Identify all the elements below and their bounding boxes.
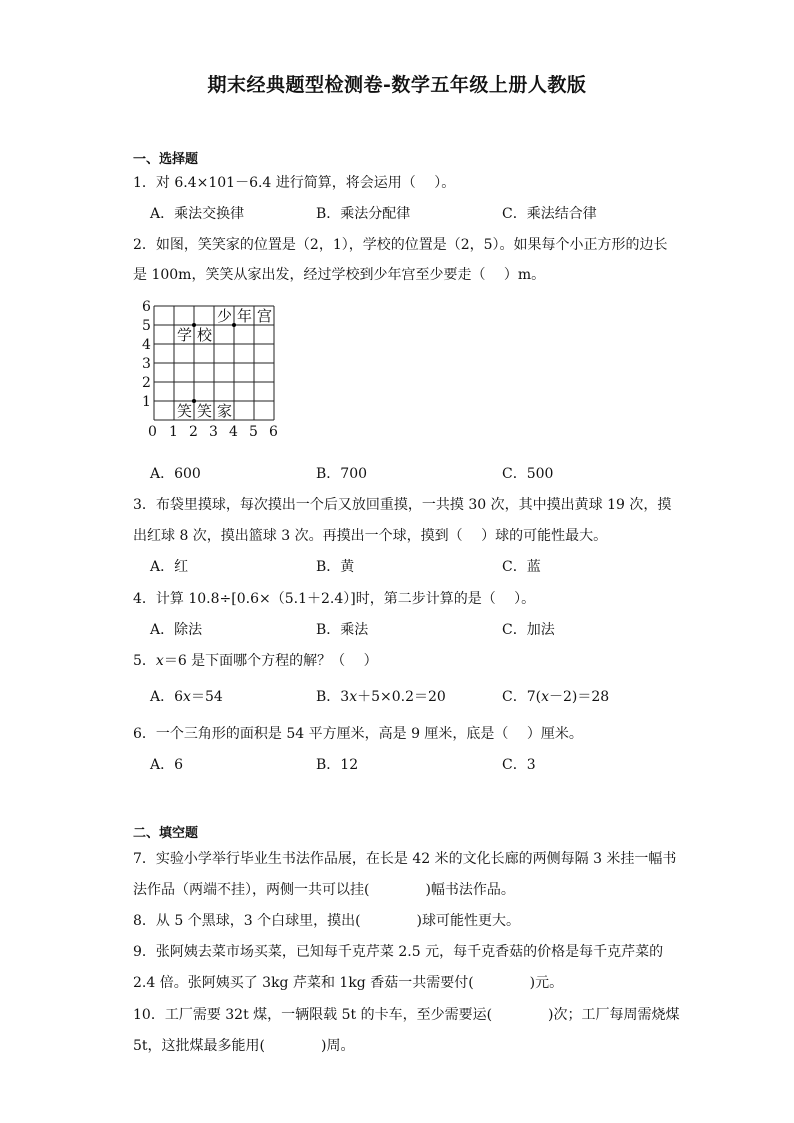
question-7-line-2: 法作品（两端不挂），两侧一共可以挂( )幅书法作品。 (133, 882, 515, 898)
q5-option-c-rest: －2)＝28 (549, 689, 610, 705)
question-3-line-2: 出红球 8 次，摸出篮球 3 次。再摸出一个球，摸到（ ）球的可能性最大。 (133, 528, 608, 544)
q1-option-a: A．乘法交换律 (150, 206, 245, 222)
q1-option-c: C．乘法结合律 (502, 206, 597, 222)
q6-option-a: A．6 (150, 757, 184, 773)
q6-option-b: B．12 (316, 757, 359, 773)
q5-option-a-rest: ＝54 (190, 689, 223, 705)
x-tick-1: 1 (169, 424, 178, 440)
q5-option-c-prefix: C． (502, 689, 527, 705)
question-10-line-1: 10．工厂需要 32t 煤，一辆限载 5t 的卡车，至少需要运( )次；工厂每周需烧煤 (133, 1007, 680, 1023)
home-label-char-3: 家 (217, 402, 233, 420)
question-9-line-2: 2.4 倍。张阿姨买了 3kg 芹菜和 1kg 香菇一共需要付( )元。 (133, 975, 564, 991)
q5-option-a-coef: 6 (174, 689, 184, 705)
q4-option-a: A．除法 (150, 622, 203, 638)
y-tick-1: 1 (142, 394, 151, 410)
q5-variable: x (155, 653, 164, 669)
x-tick-0: 0 (148, 424, 157, 440)
section-heading-choice: 一、选择题 (133, 152, 199, 167)
x-tick-4: 4 (229, 424, 238, 440)
coordinate-grid-figure (140, 298, 290, 440)
school-label-char-1: 学 (177, 326, 193, 344)
question-10-line-2: 5t，这批煤最多能用( )周。 (133, 1038, 355, 1054)
q6-option-c: C．3 (502, 757, 536, 773)
question-5 (133, 650, 378, 670)
question-9-line-1: 9．张阿姨去菜市场买菜，已知每千克芹菜 2.5 元，每千克香菇的价格是每千克芹菜的 (133, 944, 664, 960)
y-tick-4: 4 (142, 337, 151, 353)
x-tick-5: 5 (249, 424, 258, 440)
q5-option-c (502, 686, 609, 706)
q5-option-a-var: x (183, 689, 191, 705)
question-8: 8．从 5 个黑球，3 个白球里，摸出( )球可能性更大。 (133, 913, 520, 929)
section-heading-fill: 二、填空题 (133, 826, 199, 841)
q2-option-a: A．600 (150, 466, 201, 482)
school-point (192, 323, 196, 327)
question-1: 1．对 6.4×101－6.4 进行简算，将会运用（ ）。 (133, 175, 456, 191)
y-tick-2: 2 (142, 375, 151, 391)
palace-label-char-3: 宫 (257, 307, 273, 325)
youth-palace-point (232, 323, 236, 327)
q4-option-c: C．加法 (502, 622, 555, 638)
y-tick-6: 6 (142, 299, 151, 315)
q5-option-c-coef: 7( (526, 689, 542, 705)
q1-option-b: B．乘法分配律 (316, 206, 411, 222)
q2-option-b: B．700 (316, 466, 368, 482)
q5-option-b-var: x (349, 689, 358, 705)
q5-option-b-prefix: B． (316, 689, 341, 705)
question-3-line-1: 3．布袋里摸球，每次摸出一个后又放回重摸，一共摸 30 次，其中摸出黄球 19 次，摸 (133, 497, 672, 513)
question-4: 4．计算 10.8÷[0.6×（5.1＋2.4）]时，第二步计算的是（ ）。 (133, 591, 536, 607)
q2-option-c: C．500 (502, 466, 554, 482)
q5-number: 5． (133, 653, 156, 669)
x-tick-6: 6 (269, 424, 278, 440)
q5-option-b (316, 686, 446, 706)
school-label-char-2: 校 (197, 326, 213, 344)
q5-option-a-prefix: A． (150, 689, 175, 705)
q3-option-b: B．黄 (316, 559, 355, 575)
home-label-char-2: 笑 (197, 402, 213, 420)
home-point (192, 399, 196, 403)
q3-option-c: C．蓝 (502, 559, 541, 575)
page-title: 期末经典题型检测卷-数学五年级上册人教版 (207, 74, 587, 96)
q4-option-b: B．乘法 (316, 622, 369, 638)
question-2-line-2: 是 100m，笑笑从家出发，经过学校到少年宫至少要走（ ）m。 (133, 267, 546, 283)
home-label-char-1: 笑 (177, 402, 193, 420)
q5-text: ＝6 是下面哪个方程的解？（ ） (163, 653, 378, 669)
y-tick-3: 3 (142, 356, 151, 372)
palace-label-char-1: 少 (217, 307, 233, 325)
q5-option-a (150, 686, 223, 706)
question-7-line-1: 7．实验小学举行毕业生书法作品展，在长是 42 米的文化长廊的两侧每隔 3 米挂一幅书 (133, 851, 677, 867)
q3-option-a: A．红 (150, 559, 189, 575)
y-tick-5: 5 (142, 318, 151, 334)
x-tick-2: 2 (189, 424, 198, 440)
palace-label-char-2: 年 (237, 307, 253, 325)
q5-option-c-var: x (541, 689, 549, 705)
q5-option-b-coef: 3 (340, 689, 350, 705)
x-tick-3: 3 (209, 424, 218, 440)
question-6: 6．一个三角形的面积是 54 平方厘米，高是 9 厘米，底是（ ）厘米。 (133, 726, 583, 742)
question-2-line-1: 2．如图，笑笑家的位置是（2，1），学校的位置是（2，5）。如果每个小正方形的边长 (133, 237, 668, 253)
q5-option-b-rest: ＋5×0.2＝20 (357, 689, 446, 705)
